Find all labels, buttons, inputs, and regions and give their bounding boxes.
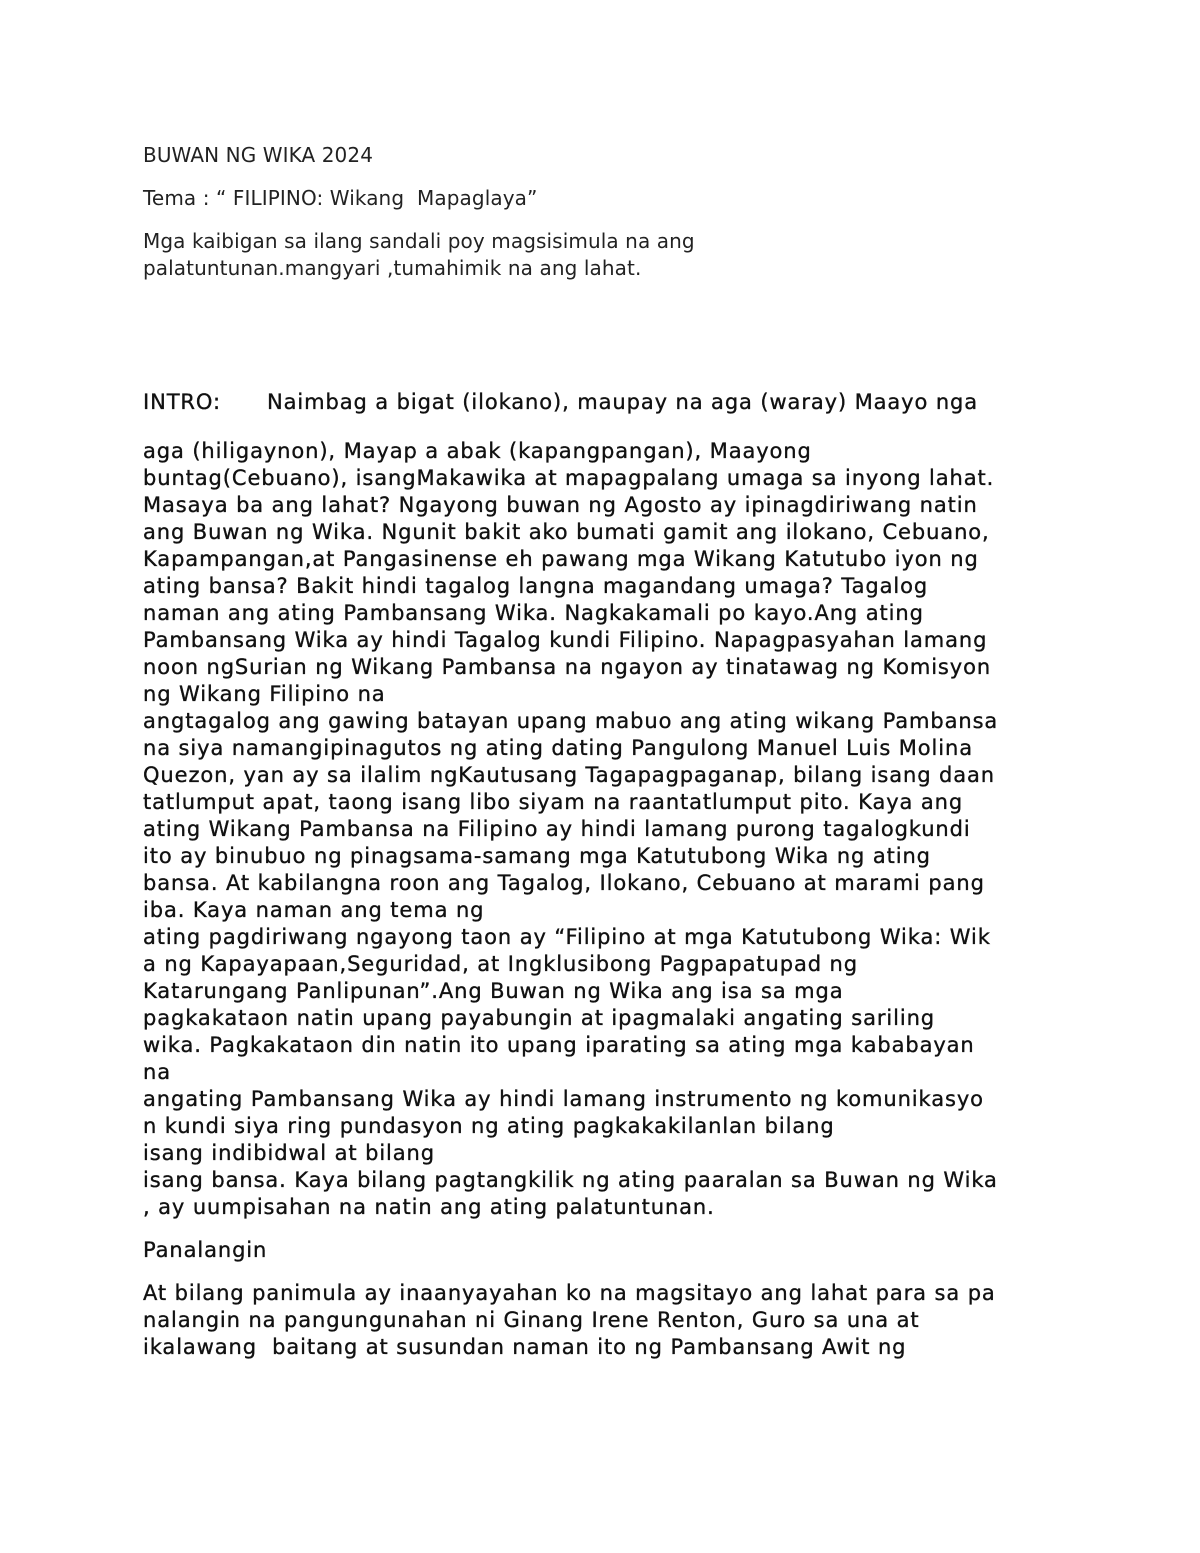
body-line: bansa. At kabilangna roon ang Tagalog, Ilokano, Cebuano at marami pang (143, 871, 985, 895)
intro-label: INTRO: (143, 390, 221, 414)
body-line: ating Wikang Pambansa na Filipino ay hindi lamang purong tagalogkundi (143, 817, 971, 841)
section-heading-panalangin: Panalangin (143, 1238, 268, 1262)
body-line: Quezon, yan ay sa ilalim ngKautusang Tagapagpaganap, bilang isang daan (143, 763, 995, 787)
body-line: angtagalog ang gawing batayan upang mabuo ang ating wikang Pambansa (143, 709, 999, 733)
intro-first-line: Naimbag a bigat (ilokano), maupay na aga (waray) Maayo nga (267, 390, 979, 414)
body-line: na (143, 1060, 171, 1084)
body-line: buntag(Cebuano), isangMakawika at mapagpalang umaga sa inyong lahat. (143, 466, 995, 490)
body-line: Masaya ba ang lahat? Ngayong buwan ng Agosto ay ipinagdiriwang natin (143, 493, 978, 517)
body-line: isang bansa. Kaya bilang pagtangkilik ng ating paaralan sa Buwan ng Wika (143, 1168, 998, 1192)
theme-line: Tema : “ FILIPINO: Wikang Mapaglaya” (143, 186, 538, 210)
body-line: aga (hiligaynon), Mayap a abak (kapangpangan), Maayong (143, 439, 812, 463)
body-line: Kapampangan,at Pangasinense eh pawang mga Wikang Katutubo iyon ng (143, 547, 979, 571)
document-title: BUWAN NG WIKA 2024 (143, 143, 374, 167)
body-line: wika. Pagkakataon din natin ito upang iparating sa ating mga kababayan (143, 1033, 975, 1057)
body-line: tatlumput apat, taong isang libo siyam na raantatlumput pito. Kaya ang (143, 790, 964, 814)
notice-line-1: Mga kaibigan sa ilang sandali poy magsisimula na ang (143, 229, 695, 253)
closing-line: ikalawang baitang at susundan naman ito ng Pambansang Awit ng (143, 1335, 907, 1359)
body-line: n kundi siya ring pundasyon ng ating pagkakakilanlan bilang (143, 1114, 835, 1138)
body-line: isang indibidwal at bilang (143, 1141, 436, 1165)
body-line: noon ngSurian ng Wikang Pambansa na ngayon ay tinatawag ng Komisyon (143, 655, 992, 679)
body-line: ating pagdiriwang ngayong taon ay “Filipino at mga Katutubong Wika: Wik (143, 925, 991, 949)
body-line: angating Pambansang Wika ay hindi lamang instrumento ng komunikasyo (143, 1087, 984, 1111)
body-line: pagkakataon natin upang payabungin at ipagmalaki angating sariling (143, 1006, 936, 1030)
body-line: Katarungang Panlipunan”.Ang Buwan ng Wika ang isa sa mga (143, 979, 844, 1003)
body-line: , ay uumpisahan na natin ang ating palatuntunan. (143, 1195, 715, 1219)
body-line: Pambansang Wika ay hindi Tagalog kundi Filipino. Napagpasyahan lamang (143, 628, 988, 652)
body-line: ng Wikang Filipino na (143, 682, 386, 706)
body-line: iba. Kaya naman ang tema ng (143, 898, 485, 922)
closing-line: nalangin na pangungunahan ni Ginang Irene Renton, Guro sa una at (143, 1308, 920, 1332)
body-line: naman ang ating Pambansang Wika. Nagkakamali po kayo.Ang ating (143, 601, 924, 625)
body-line: ito ay binubuo ng pinagsama-samang mga Katutubong Wika ng ating (143, 844, 931, 868)
body-line: ating bansa? Bakit hindi tagalog langna magandang umaga? Tagalog (143, 574, 929, 598)
body-line: a ng Kapayapaan,Seguridad, at Ingklusibong Pagpapatupad ng (143, 952, 859, 976)
closing-line: At bilang panimula ay inaanyayahan ko na magsitayo ang lahat para sa pa (143, 1281, 996, 1305)
body-line: ang Buwan ng Wika. Ngunit bakit ako bumati gamit ang ilokano, Cebuano, (143, 520, 990, 544)
body-line: na siya namangipinagutos ng ating dating Pangulong Manuel Luis Molina (143, 736, 973, 760)
notice-line-2: palatuntunan.mangyari ,tumahimik na ang lahat. (143, 256, 642, 280)
